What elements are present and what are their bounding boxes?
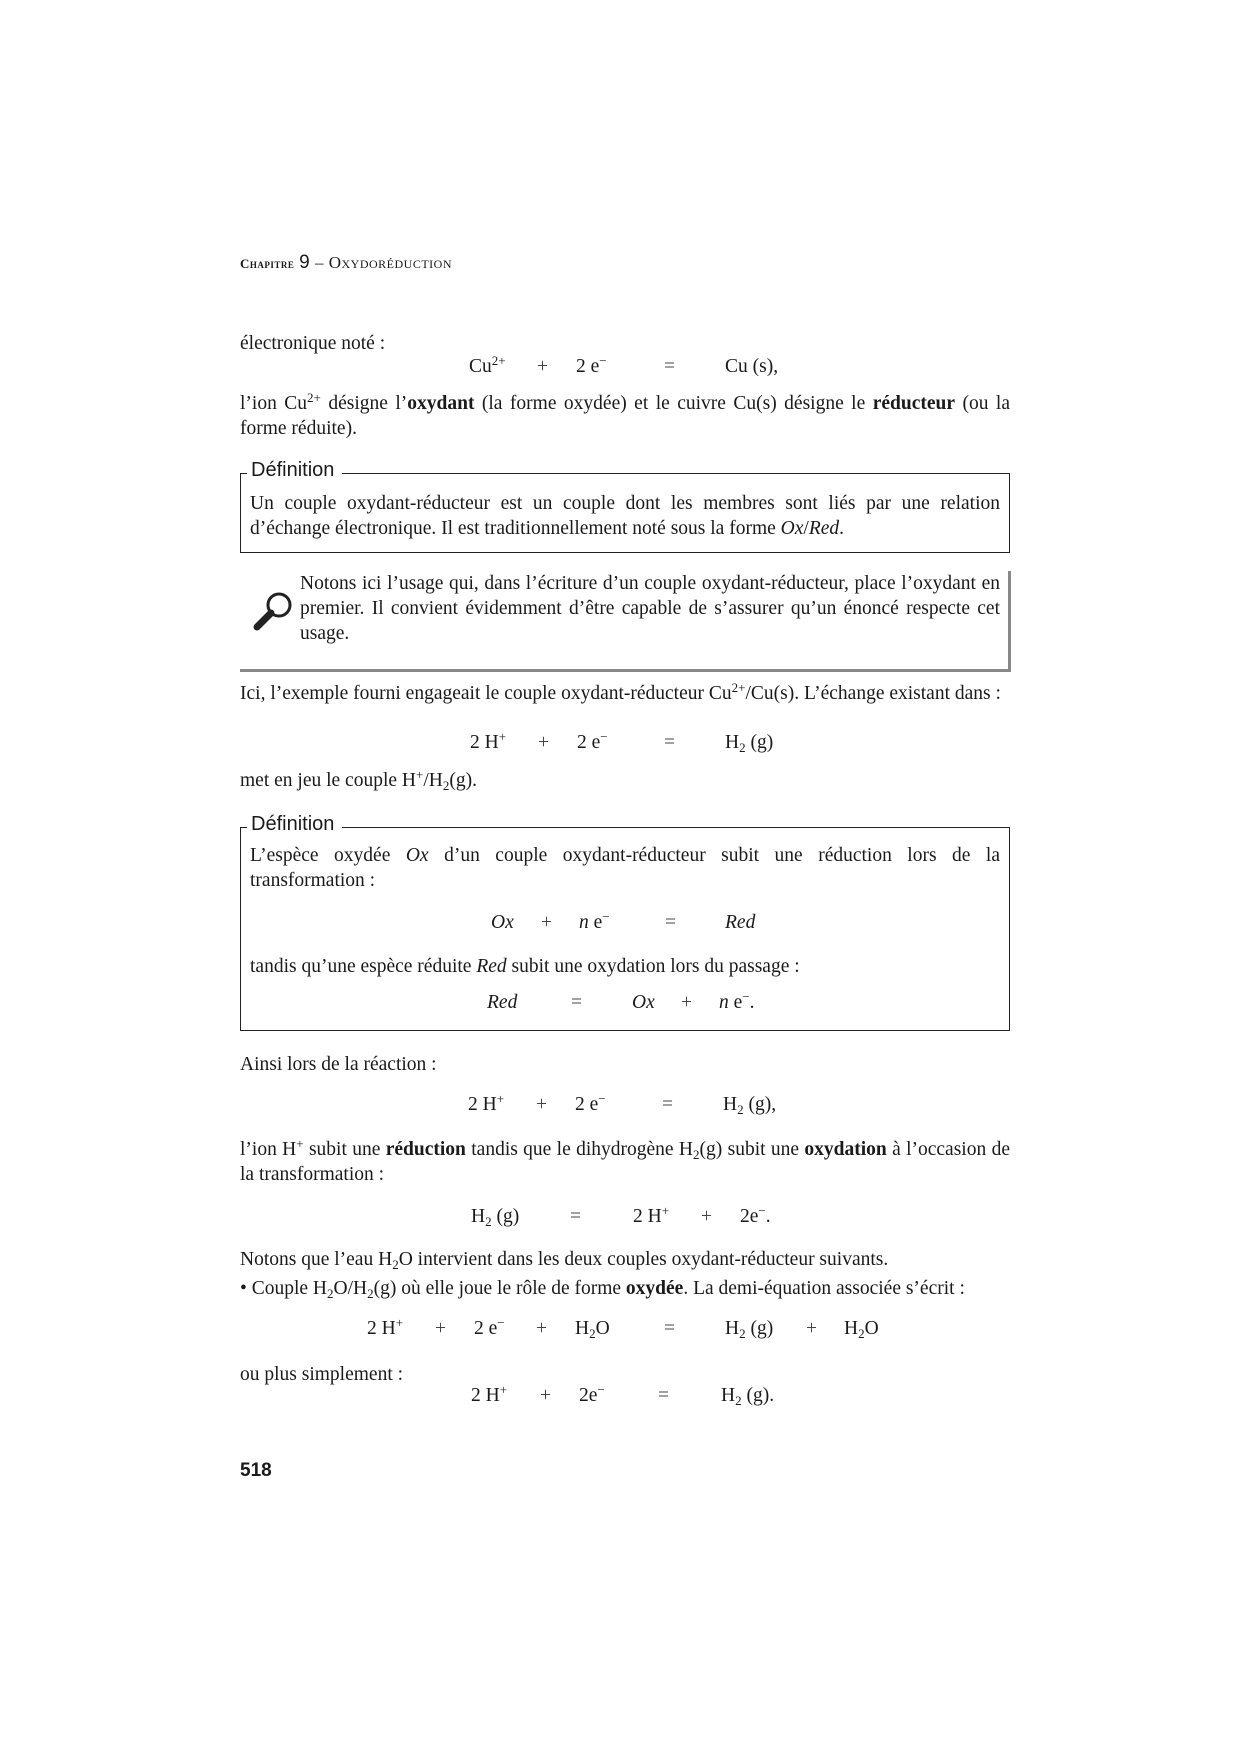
equation: 2 H+ + 2 e− + $H_2O$ = $H_2$ (g) + $H_2O$ — [367, 1315, 879, 1341]
paragraph: électronique noté : — [240, 333, 386, 354]
paragraph: l’ion H+ subit une réduction tandis que le dihydrogène $H_2(g)$ subit une oxydation à l’occasion de la transformation : — [240, 1136, 1010, 1185]
equation: 2 H+ + 2e− = $H_2$ (g). — [471, 1382, 775, 1408]
equation: Ox + n e− = Red — [491, 909, 756, 933]
paragraph: ou plus simplement : — [240, 1364, 404, 1385]
chapter-number: 9 — [299, 252, 311, 273]
definition-box — [240, 813, 1010, 1031]
equation: Red = Ox + n e−. — [487, 989, 755, 1013]
running-header — [240, 252, 452, 274]
definition-text: Un couple oxydant-réducteur est un couple dont les membres sont liés par une relation d’échange électronique. Il est traditionnellement noté sous la forme Ox/Red. — [250, 493, 1000, 539]
definition-title: Définition — [247, 813, 342, 836]
definition-box — [240, 459, 1010, 553]
paragraph: Notons que l’eau $H_2O$ intervient dans les deux couples oxydant-réducteur suivants. — [240, 1249, 889, 1272]
bullet: • — [240, 1278, 247, 1299]
equation: $Cu^{2+}$ + 2 e− = Cu (s), — [469, 353, 779, 377]
note-text: Notons ici l’usage qui, dans l’écriture d’un couple oxydant-réducteur, place l’oxydant en premier. Il convient évidemment d’être capable de s’assurer qu’un énoncé respecte cet usage. — [300, 573, 1000, 644]
equation: 2 H+ + 2 e− = $H_2$ (g), — [468, 1091, 777, 1117]
chapter-label: Chapitre — [240, 256, 295, 271]
note-box — [240, 571, 1011, 672]
definition-title: Définition — [247, 459, 342, 482]
header-dash: – — [310, 253, 329, 272]
paragraph: l’ion $Cu^{2+}$ désigne l’oxydant (la forme oxydée) et le cuivre Cu(s) désigne le réducteur (ou la forme réduite). — [240, 390, 1010, 439]
page-number: 518 — [240, 1460, 272, 1481]
definition-text: L’espèce oxydée Ox d’un couple oxydant-réducteur subit une réduction lors de la transformation : — [250, 845, 1000, 891]
equation: 2 H+ + 2 e− = $H_2$ (g) — [470, 729, 774, 755]
definition-text: tandis qu’une espèce réduite Red subit une oxydation lors du passage : — [250, 956, 800, 977]
equation: $H_2$ (g) = 2 H+ + 2e−. — [471, 1203, 771, 1229]
list-item: • Couple $H_2O/H_2(g)$ où elle joue le rôle de forme oxydée. La demi-équation associée s’écrit : — [240, 1278, 965, 1301]
paragraph: Ainsi lors de la réaction : — [240, 1054, 437, 1075]
chapter-title: Oxydoréduction — [328, 253, 453, 272]
paragraph: met en jeu le couple $H^+/H_2(g)$. — [240, 767, 477, 793]
paragraph: Ici, l’exemple fourni engageait le couple oxydant-réducteur $Cu^{2+}/Cu(s)$. L’échange existant dans : — [240, 680, 1001, 704]
magnifier-icon — [252, 588, 296, 632]
